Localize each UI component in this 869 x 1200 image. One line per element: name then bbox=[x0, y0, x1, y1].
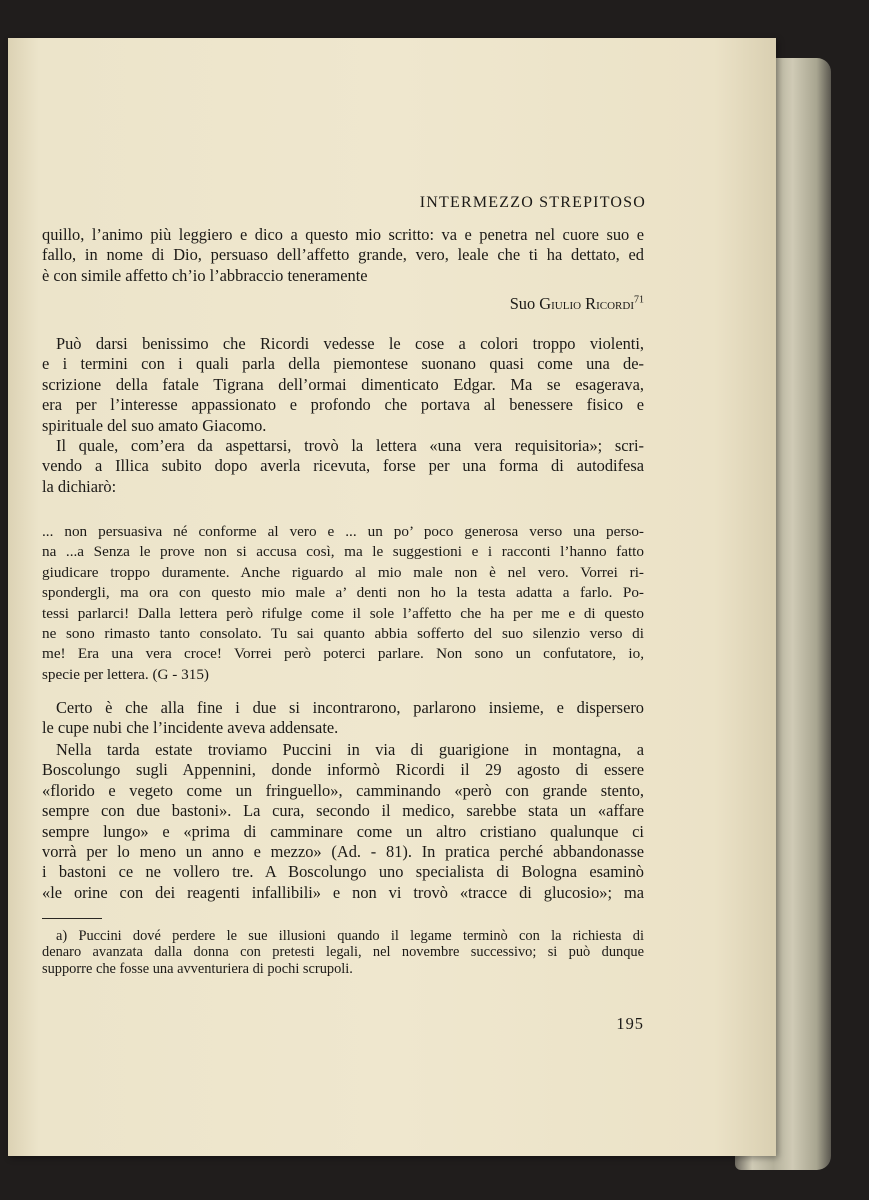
text-line: «florido e vegeto come un fringuello», camminando «però con grande stento, bbox=[42, 780, 644, 800]
text-line: Può darsi benissimo che Ricordi vedesse le cose a colori troppo violenti, bbox=[56, 334, 644, 353]
text-line: sempre lungo» e «prima di camminare come un altro cristiano qualunque ci bbox=[42, 821, 644, 841]
paragraph bbox=[42, 740, 644, 903]
text-line: vorrà per lo meno un anno e mezzo» (Ad. - 81). In pratica perché abbandonasse bbox=[42, 841, 644, 861]
footnote bbox=[42, 928, 644, 977]
footnote-line: a) Puccini dové perdere le sue illusioni quando il legame terminò con la richiesta di bbox=[56, 928, 644, 944]
text-line: era per l’interesse appassionato e profondo che portava al benessere fisico e bbox=[42, 395, 644, 415]
paragraph bbox=[42, 436, 644, 497]
text-line: quillo, l’animo più leggiero e dico a questo mio scritto: va e penetra nel cuore suo e bbox=[42, 225, 644, 244]
text-line: Certo è che alla fine i due si incontrarono, parlarono insieme, e dispersero bbox=[56, 698, 644, 717]
signature bbox=[308, 294, 644, 314]
text-line: Nella tarda estate troviamo Puccini in via di guarigione in montagna, a bbox=[56, 740, 644, 759]
letter-end bbox=[42, 225, 644, 286]
quote-line: specie per lettera. (G - 315) bbox=[42, 665, 209, 683]
block-quote bbox=[42, 522, 644, 685]
note-reference: 71 bbox=[634, 294, 644, 306]
text-line: Boscolungo sugli Appennini, donde informò Ricordi il 29 agosto di essere bbox=[42, 760, 644, 780]
text-line: spirituale del suo amato Giacomo. bbox=[42, 415, 267, 435]
text-line: fallo, in nome di Dio, persuaso dell’affetto grande, vero, leale che ti ha dettato, ed bbox=[42, 245, 644, 265]
quote-line: ... non persuasiva né conforme al vero e ... un po’ poco generosa verso una perso- bbox=[42, 523, 644, 540]
text-line: «le orine con dei reagenti infallibili» e non vi trovò «tracce di glucosio»; ma bbox=[42, 882, 644, 902]
footnote-rule bbox=[42, 918, 102, 919]
paragraph bbox=[42, 698, 644, 739]
text-line: sempre con due bastoni». La cura, secondo il medico, sarebbe stata un «affare bbox=[42, 801, 644, 821]
text-line: la dichiarò: bbox=[42, 476, 117, 496]
text-line: le cupe nubi che l’incidente aveva addensate. bbox=[42, 718, 339, 738]
quote-line: me! Era una vera croce! Vorrei però poterci parlare. Non sono un confutatore, io, bbox=[42, 645, 644, 663]
page-number: 195 bbox=[616, 1014, 644, 1033]
text-line: Il quale, com’era da aspettarsi, trovò la lettera «una vera requisitoria»; scri- bbox=[56, 436, 644, 455]
quote-line: ne sono rimasto tanto consolato. Tu sai quanto abbia sofferto del suo silenzio verso di bbox=[42, 624, 644, 642]
quote-line: spondergli, ma ora con questo mio male a’ denti non ho la testa adatta a farlo. Po- bbox=[42, 584, 644, 602]
signature-prefix: Suo bbox=[509, 294, 540, 313]
quote-line: giudicare troppo duramente. Anche riguardo al mio male non è nel vero. Vorrei ri- bbox=[42, 563, 644, 581]
quote-line: na ...a Senza le prove non si accusa così, ma le suggestioni e i racconti l’hanno fatto bbox=[42, 543, 644, 561]
footnote-line: denaro avanzata dalla donna con pretesti legali, nel novembre successivo; si può dunque bbox=[42, 944, 644, 961]
running-head: INTERMEZZO STREPITOSO bbox=[419, 194, 646, 211]
text-line: vendo a Illica subito dopo averla ricevuta, forse per una forma di autodifesa bbox=[42, 456, 644, 476]
text-line: è con simile affetto ch’io l’abbraccio teneramente bbox=[42, 265, 368, 285]
text-line: scrizione della fatale Tigrana dell’ormai dimenticato Edgar. Ma se esagerava, bbox=[42, 374, 644, 394]
text-line: i bastoni ce ne vollero tre. A Boscolungo uno specialista di Bologna esaminò bbox=[42, 862, 644, 882]
signature-name: Giulio Ricordi bbox=[539, 294, 634, 313]
book-page bbox=[8, 38, 776, 1156]
paragraph bbox=[42, 334, 644, 436]
footnote-line: supporre che fosse una avventuriera di pochi scrupoli. bbox=[42, 960, 353, 977]
quote-line: tessi parlarci! Dalla lettera però rifulge come il sole l’affetto che ha per me e di questo bbox=[42, 604, 644, 622]
text-line: e i termini con i quali parla della piemontese suonano quasi come una de- bbox=[42, 354, 644, 374]
